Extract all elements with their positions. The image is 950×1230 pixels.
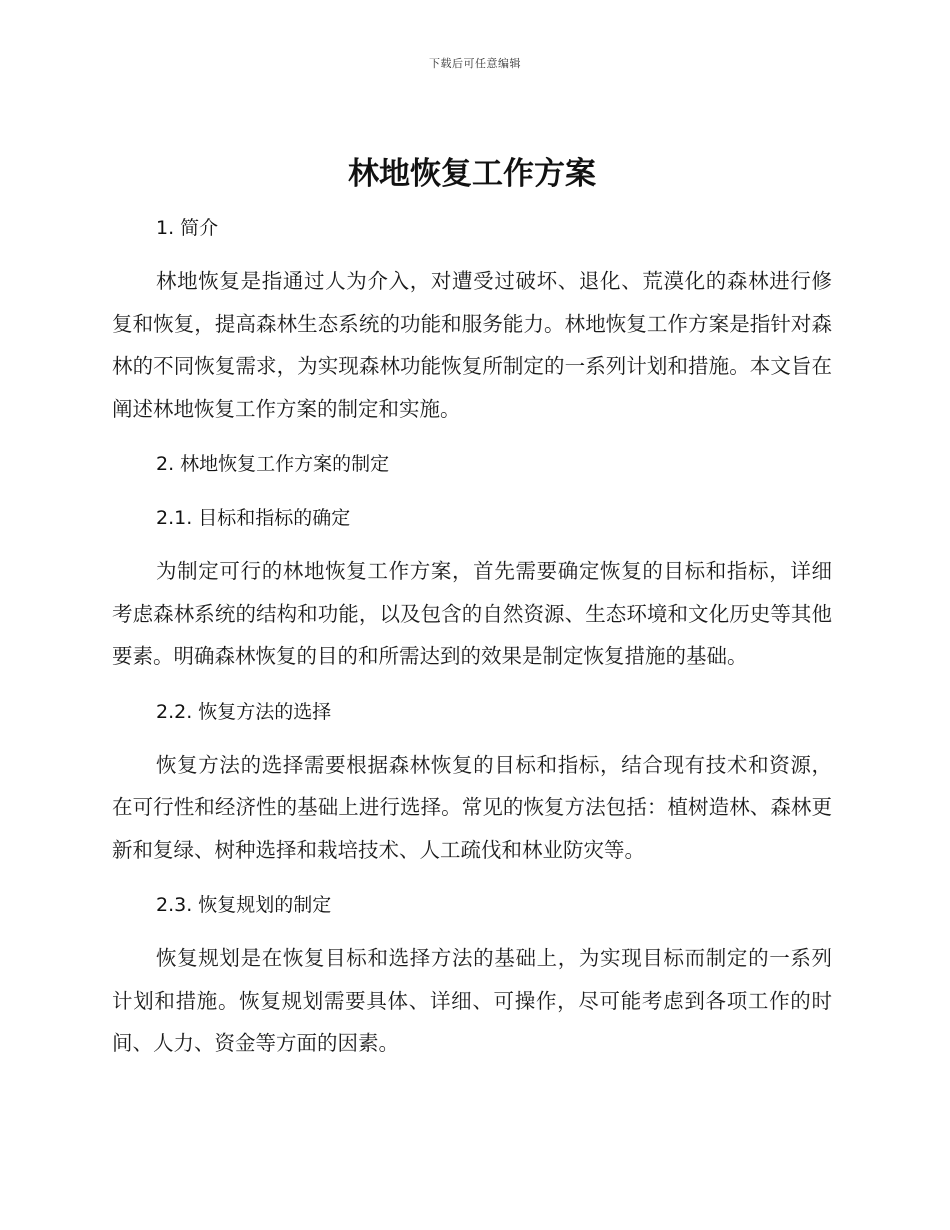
section-intro <box>112 214 832 430</box>
section-heading: 2. 林地恢复工作方案的制定 <box>156 453 390 475</box>
section-paragraph: 恢复规划是在恢复目标和选择方法的基础上，为实现目标而制定的一系列计划和措施。恢复规划需要具体、详细、可操作，尽可能考虑到各项工作的时间、人力、资金等方面的因素。 <box>112 946 832 1055</box>
section-planning <box>112 891 832 1065</box>
section-formulation <box>112 450 832 478</box>
document-body <box>112 148 832 1065</box>
section-goals <box>112 504 832 678</box>
section-methods <box>112 698 832 872</box>
section-heading: 2.1. 目标和指标的确定 <box>156 507 351 529</box>
document-title: 林地恢复工作方案 <box>348 156 596 192</box>
section-heading: 2.3. 恢复规划的制定 <box>156 894 332 916</box>
section-paragraph: 恢复方法的选择需要根据森林恢复的目标和指标，结合现有技术和资源，在可行性和经济性的基础上进行选择。常见的恢复方法包括：植树造林、森林更新和复绿、树种选择和栽培技术、人工疏伐和林业防灾等。 <box>112 752 832 862</box>
section-paragraph: 为制定可行的林地恢复工作方案，首先需要确定恢复的目标和指标，详细考虑森林系统的结构和功能，以及包含的自然资源、生态环境和文化历史等其他要素。明确森林恢复的目的和所需达到的效果是制定恢复措施的基础。 <box>112 559 832 668</box>
section-heading: 1. 简介 <box>156 217 219 239</box>
section-paragraph: 林地恢复是指通过人为介入，对遭受过破坏、退化、荒漠化的森林进行修复和恢复，提高森林生态系统的功能和服务能力。林地恢复工作方案是指针对森林的不同恢复需求，为实现森林功能恢复所制定的一系列计划和措施。本文旨在阐述林地恢复工作方案的制定和实施。 <box>112 269 832 421</box>
header-note: 下载后可任意编辑 <box>429 57 521 70</box>
section-heading: 2.2. 恢复方法的选择 <box>156 700 332 723</box>
